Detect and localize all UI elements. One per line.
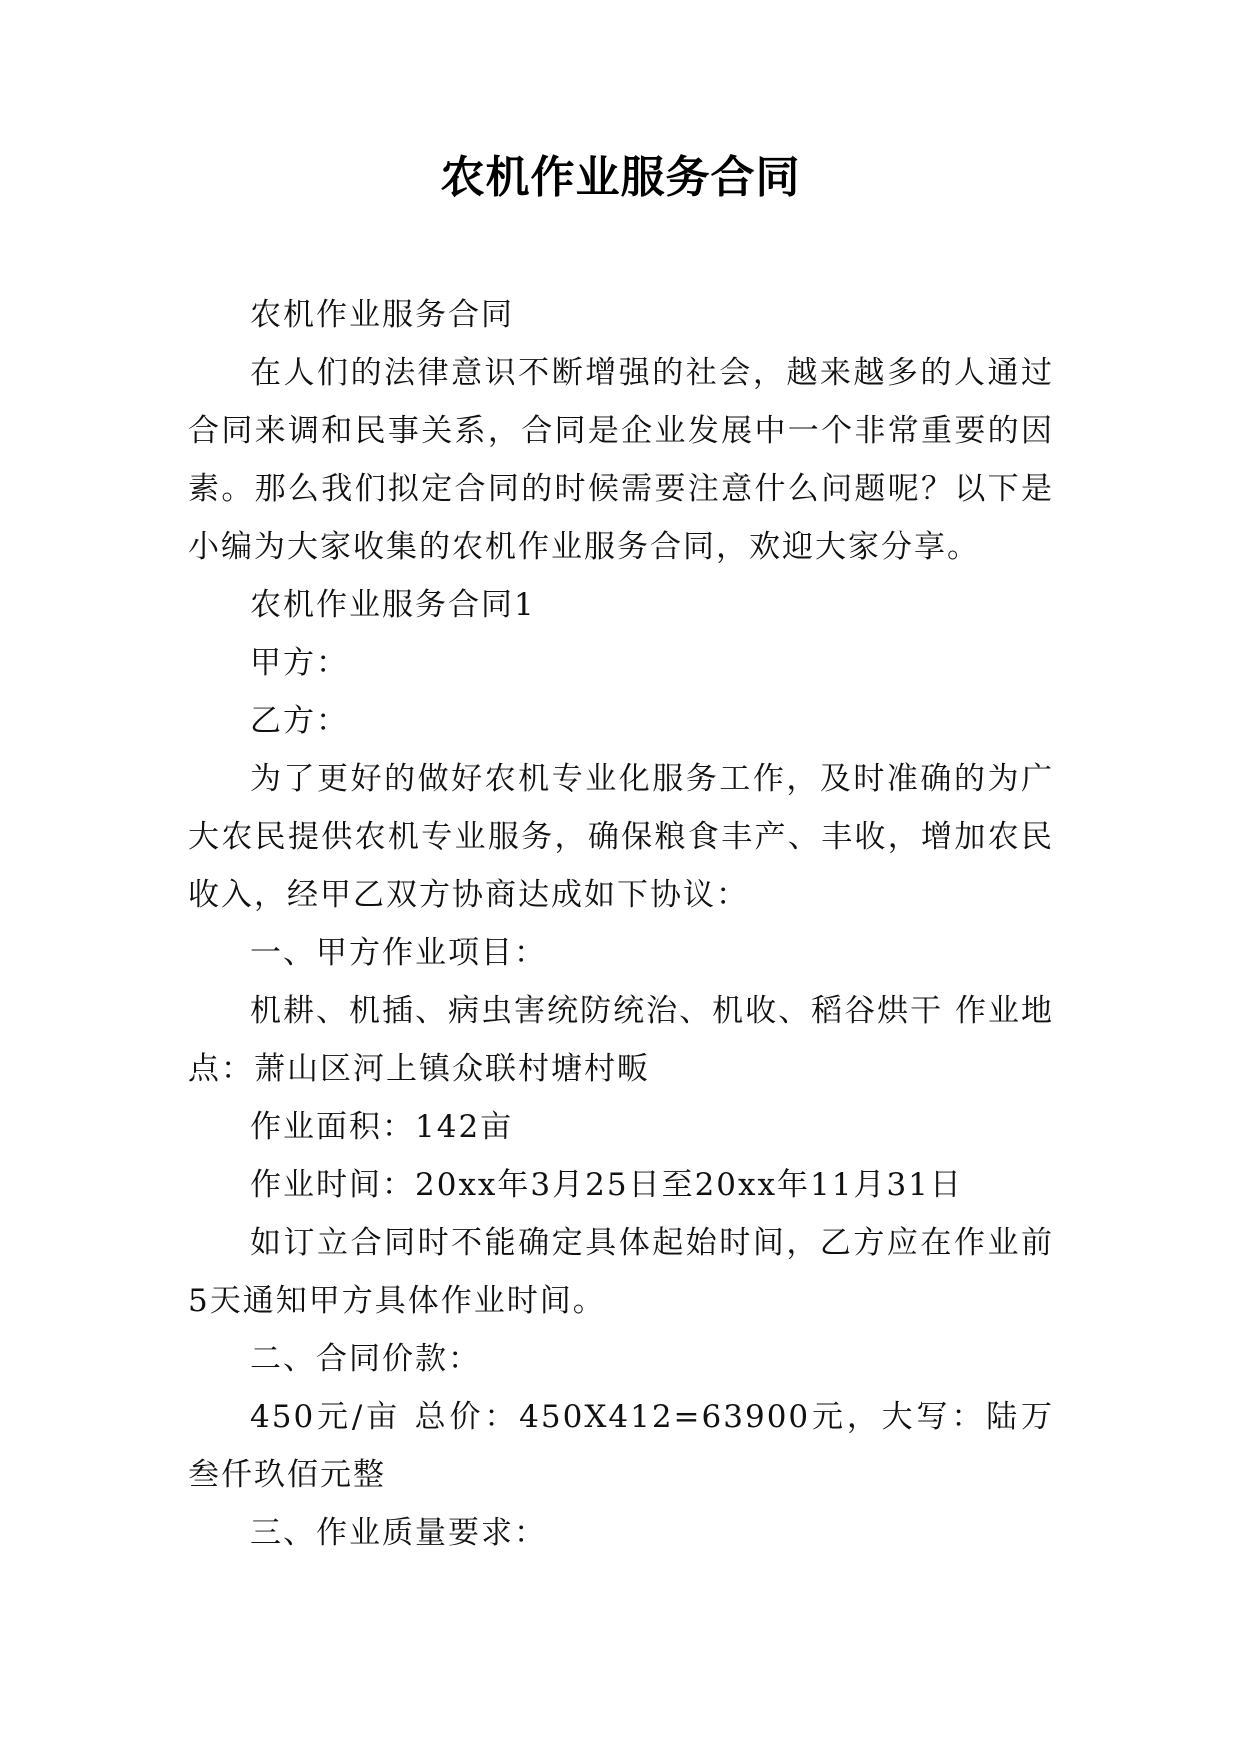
paragraph-party-a: 甲方：	[250, 645, 349, 681]
paragraph-start-notice: 如订立合同时不能确定具体起始时间，乙方应在作业前5天通知甲方具体作业时间。	[188, 1225, 1054, 1319]
document-body	[188, 286, 1054, 1562]
paragraph-contract-1-title: 农机作业服务合同1	[250, 587, 536, 623]
section-heading-price: 二、合同价款：	[250, 1341, 481, 1377]
section-heading-quality: 三、作业质量要求：	[250, 1515, 547, 1551]
document-title: 农机作业服务合同	[440, 152, 801, 203]
paragraph-heading: 农机作业服务合同	[250, 297, 514, 333]
paragraph-work-items: 机耕、机插、病虫害统防统治、机收、稻谷烘干 作业地点：萧山区河上镇众联村塘村畈	[188, 993, 1054, 1087]
paragraph-work-time: 作业时间：20xx年3月25日至20xx年11月31日	[250, 1167, 963, 1203]
paragraph-intro: 在人们的法律意识不断增强的社会，越来越多的人通过合同来调和民事关系，合同是企业发展中一个非常重要的因素。那么我们拟定合同的时候需要注意什么问题呢？以下是小编为大家收集的农机作业服务合同，欢迎大家分享。	[188, 355, 1054, 565]
paragraph-purpose: 为了更好的做好农机专业化服务工作，及时准确的为广大农民提供农机专业服务，确保粮食丰产、丰收，增加农民收入，经甲乙双方协商达成如下协议：	[188, 761, 1054, 913]
paragraph-work-area: 作业面积：142亩	[250, 1109, 514, 1145]
section-heading-work-items: 一、甲方作业项目：	[250, 935, 547, 971]
paragraph-party-b: 乙方：	[250, 703, 349, 739]
paragraph-price: 450元/亩 总价：450X412=63900元，大写：陆万叁仟玖佰元整	[188, 1399, 1054, 1493]
